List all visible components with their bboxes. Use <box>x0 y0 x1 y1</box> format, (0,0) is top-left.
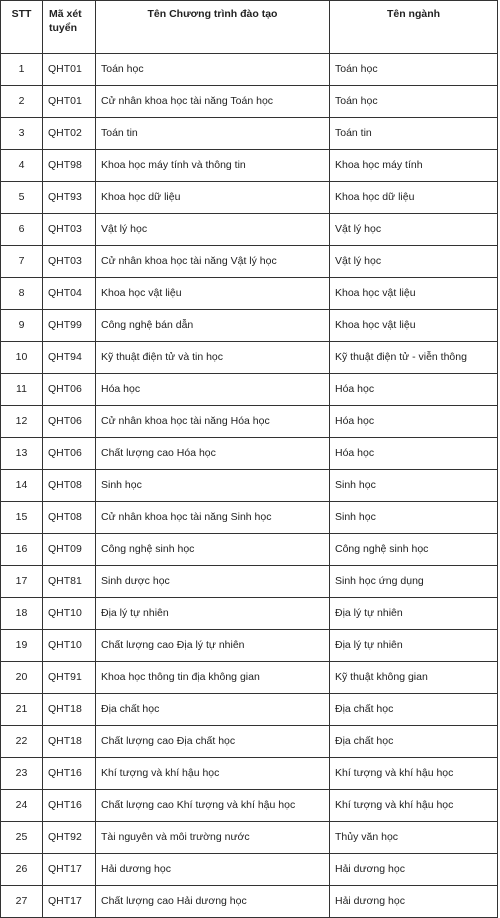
cell-program-name: Công nghệ sinh học <box>96 534 330 566</box>
table-row <box>1 758 498 790</box>
cell-major-name: Toán học <box>330 86 498 118</box>
cell-admission-code: QHT16 <box>43 758 96 790</box>
cell-admission-code: QHT06 <box>43 406 96 438</box>
cell-program-name: Chất lượng cao Khí tượng và khí hậu học <box>96 790 330 822</box>
cell-program-name: Khoa học dữ liệu <box>96 182 330 214</box>
cell-program-name: Vật lý học <box>96 214 330 246</box>
cell-stt: 17 <box>1 566 43 598</box>
cell-admission-code: QHT17 <box>43 854 96 886</box>
cell-program-name: Hải dương học <box>96 854 330 886</box>
cell-major-name: Sinh học <box>330 502 498 534</box>
cell-program-name: Chất lượng cao Địa lý tự nhiên <box>96 630 330 662</box>
cell-stt: 12 <box>1 406 43 438</box>
cell-major-name: Địa chất học <box>330 694 498 726</box>
cell-program-name: Chất lượng cao Hải dương học <box>96 886 330 918</box>
header-admission-code: Mã xét tuyển <box>43 1 96 54</box>
table-row <box>1 182 498 214</box>
table-row <box>1 790 498 822</box>
cell-program-name: Khoa học vật liệu <box>96 278 330 310</box>
cell-stt: 22 <box>1 726 43 758</box>
cell-major-name: Kỹ thuật điện tử - viễn thông <box>330 342 498 374</box>
cell-program-name: Cử nhân khoa học tài năng Vật lý học <box>96 246 330 278</box>
cell-stt: 1 <box>1 54 43 86</box>
cell-admission-code: QHT94 <box>43 342 96 374</box>
cell-major-name: Khí tượng và khí hậu học <box>330 758 498 790</box>
table-row <box>1 310 498 342</box>
cell-program-name: Cử nhân khoa học tài năng Sinh học <box>96 502 330 534</box>
cell-stt: 5 <box>1 182 43 214</box>
cell-program-name: Khoa học thông tin địa không gian <box>96 662 330 694</box>
cell-major-name: Hải dương học <box>330 886 498 918</box>
table-row <box>1 886 498 918</box>
cell-major-name: Vật lý học <box>330 246 498 278</box>
cell-admission-code: QHT08 <box>43 470 96 502</box>
cell-admission-code: QHT08 <box>43 502 96 534</box>
cell-major-name: Khoa học dữ liệu <box>330 182 498 214</box>
header-row <box>1 1 498 54</box>
cell-major-name: Địa lý tự nhiên <box>330 598 498 630</box>
cell-major-name: Công nghệ sinh học <box>330 534 498 566</box>
table-header <box>1 1 498 54</box>
cell-stt: 19 <box>1 630 43 662</box>
table-row <box>1 342 498 374</box>
cell-stt: 23 <box>1 758 43 790</box>
cell-program-name: Sinh dược học <box>96 566 330 598</box>
table-row <box>1 694 498 726</box>
table-row <box>1 630 498 662</box>
cell-stt: 2 <box>1 86 43 118</box>
cell-stt: 3 <box>1 118 43 150</box>
cell-stt: 21 <box>1 694 43 726</box>
cell-stt: 18 <box>1 598 43 630</box>
cell-admission-code: QHT98 <box>43 150 96 182</box>
cell-stt: 8 <box>1 278 43 310</box>
cell-major-name: Khoa học máy tính <box>330 150 498 182</box>
cell-stt: 4 <box>1 150 43 182</box>
cell-major-name: Hóa học <box>330 438 498 470</box>
cell-major-name: Khí tượng và khí hậu học <box>330 790 498 822</box>
cell-major-name: Sinh học <box>330 470 498 502</box>
cell-stt: 20 <box>1 662 43 694</box>
table-row <box>1 726 498 758</box>
table-row <box>1 502 498 534</box>
cell-stt: 9 <box>1 310 43 342</box>
cell-admission-code: QHT06 <box>43 374 96 406</box>
table-row <box>1 278 498 310</box>
cell-stt: 26 <box>1 854 43 886</box>
cell-stt: 24 <box>1 790 43 822</box>
cell-admission-code: QHT01 <box>43 54 96 86</box>
header-program-name: Tên Chương trình đào tạo <box>96 1 330 54</box>
cell-admission-code: QHT99 <box>43 310 96 342</box>
cell-admission-code: QHT16 <box>43 790 96 822</box>
cell-program-name: Địa chất học <box>96 694 330 726</box>
cell-admission-code: QHT93 <box>43 182 96 214</box>
cell-program-name: Cử nhân khoa học tài năng Hóa học <box>96 406 330 438</box>
cell-stt: 15 <box>1 502 43 534</box>
table-row <box>1 566 498 598</box>
cell-program-name: Toán tin <box>96 118 330 150</box>
cell-program-name: Chất lượng cao Địa chất học <box>96 726 330 758</box>
header-major-name: Tên ngành <box>330 1 498 54</box>
cell-major-name: Địa lý tự nhiên <box>330 630 498 662</box>
table-row <box>1 374 498 406</box>
cell-stt: 14 <box>1 470 43 502</box>
cell-program-name: Kỹ thuật điện tử và tin học <box>96 342 330 374</box>
cell-major-name: Thủy văn học <box>330 822 498 854</box>
cell-admission-code: QHT17 <box>43 886 96 918</box>
table-body <box>1 54 498 918</box>
cell-stt: 11 <box>1 374 43 406</box>
cell-program-name: Công nghệ bán dẫn <box>96 310 330 342</box>
table-row <box>1 118 498 150</box>
cell-program-name: Sinh học <box>96 470 330 502</box>
cell-stt: 16 <box>1 534 43 566</box>
cell-program-name: Chất lượng cao Hóa học <box>96 438 330 470</box>
table-row <box>1 438 498 470</box>
table-row <box>1 54 498 86</box>
cell-admission-code: QHT10 <box>43 630 96 662</box>
cell-admission-code: QHT02 <box>43 118 96 150</box>
cell-stt: 6 <box>1 214 43 246</box>
cell-stt: 13 <box>1 438 43 470</box>
cell-program-name: Tài nguyên và môi trường nước <box>96 822 330 854</box>
table-row <box>1 662 498 694</box>
cell-admission-code: QHT92 <box>43 822 96 854</box>
cell-stt: 27 <box>1 886 43 918</box>
cell-major-name: Hóa học <box>330 406 498 438</box>
cell-program-name: Hóa học <box>96 374 330 406</box>
table-row <box>1 598 498 630</box>
cell-major-name: Khoa học vật liệu <box>330 310 498 342</box>
cell-program-name: Địa lý tự nhiên <box>96 598 330 630</box>
cell-major-name: Sinh học ứng dụng <box>330 566 498 598</box>
cell-major-name: Toán học <box>330 54 498 86</box>
table-row <box>1 214 498 246</box>
cell-program-name: Khoa học máy tính và thông tin <box>96 150 330 182</box>
cell-admission-code: QHT01 <box>43 86 96 118</box>
cell-admission-code: QHT10 <box>43 598 96 630</box>
table-row <box>1 470 498 502</box>
cell-major-name: Khoa học vật liệu <box>330 278 498 310</box>
cell-admission-code: QHT03 <box>43 214 96 246</box>
table-row <box>1 822 498 854</box>
cell-program-name: Khí tượng và khí hậu học <box>96 758 330 790</box>
cell-stt: 10 <box>1 342 43 374</box>
cell-admission-code: QHT03 <box>43 246 96 278</box>
cell-stt: 25 <box>1 822 43 854</box>
cell-admission-code: QHT06 <box>43 438 96 470</box>
table-row <box>1 854 498 886</box>
cell-major-name: Hải dương học <box>330 854 498 886</box>
cell-admission-code: QHT04 <box>43 278 96 310</box>
header-stt: STT <box>1 1 43 54</box>
cell-admission-code: QHT18 <box>43 694 96 726</box>
cell-admission-code: QHT18 <box>43 726 96 758</box>
cell-major-name: Kỹ thuật không gian <box>330 662 498 694</box>
cell-stt: 7 <box>1 246 43 278</box>
cell-program-name: Cử nhân khoa học tài năng Toán học <box>96 86 330 118</box>
cell-admission-code: QHT81 <box>43 566 96 598</box>
cell-admission-code: QHT91 <box>43 662 96 694</box>
table-row <box>1 150 498 182</box>
table-row <box>1 86 498 118</box>
cell-program-name: Toán học <box>96 54 330 86</box>
cell-major-name: Hóa học <box>330 374 498 406</box>
table-row <box>1 246 498 278</box>
cell-major-name: Địa chất học <box>330 726 498 758</box>
cell-major-name: Toán tin <box>330 118 498 150</box>
cell-admission-code: QHT09 <box>43 534 96 566</box>
table-row <box>1 534 498 566</box>
table-row <box>1 406 498 438</box>
cell-major-name: Vật lý học <box>330 214 498 246</box>
